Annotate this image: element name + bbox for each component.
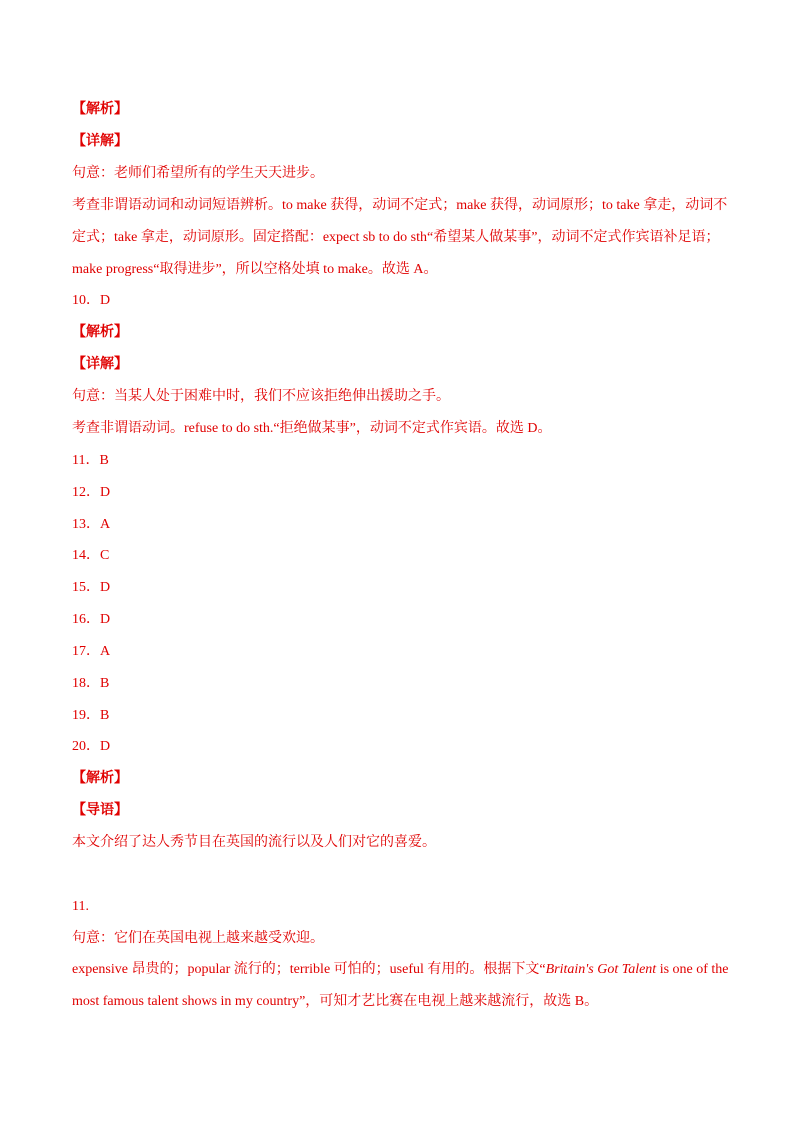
q9-analysis-heading: 【解析】 [72, 102, 128, 117]
q9-detail-heading: 【详解】 [72, 134, 128, 149]
answer-item: 14．C [72, 548, 110, 563]
q11-explanation-line-2: most famous talent shows in my country”，可知才艺比赛在电视上越来越流行，故选 B。 [72, 994, 599, 1009]
q9-explanation-line-2: 定式；take 拿走，动词原形。固定搭配：expect sb to do sth“希望某人做某事”，动词不定式作宾语补足语； [72, 230, 720, 245]
q10-detail-heading: 【详解】 [72, 357, 128, 372]
q10-explanation: 考查非谓语动词。refuse to do sth.“拒绝做某事”，动词不定式作宾语。故选 D。 [72, 421, 552, 436]
q10-answer: 10．D [72, 293, 111, 308]
answer-item: 18．B [72, 676, 110, 691]
answer-item: 11．B [72, 453, 109, 468]
answer-item: 12．D [72, 485, 111, 500]
passage-intro-heading: 【导语】 [72, 803, 128, 818]
q11-title-italic: Britain's Got Talent [545, 962, 657, 977]
passage-intro-text: 本文介绍了达人秀节目在英国的流行以及人们对它的喜爱。 [72, 835, 436, 850]
q9-sentence-meaning: 句意：老师们希望所有的学生天天进步。 [72, 166, 324, 181]
q10-analysis-heading: 【解析】 [72, 325, 128, 340]
answer-item: 17．A [72, 644, 111, 659]
answer-item: 13．A [72, 517, 111, 532]
answer-item: 15．D [72, 580, 111, 595]
answer-item: 20．D [72, 739, 111, 754]
q11-number: 11. [72, 899, 89, 914]
answer-item: 16．D [72, 612, 111, 627]
q11-explanation-text-a: expensive 昂贵的；popular 流行的；terrible 可怕的；useful 有用的。根据下文“ [72, 962, 546, 977]
q9-explanation-line-3: make progress“取得进步”，所以空格处填 to make。故选 A。 [72, 262, 438, 277]
q11-explanation-line-1 [72, 961, 732, 979]
q9-explanation-line-1: 考查非谓语动词和动词短语辨析。to make 获得，动词不定式；make 获得，动词原形；to take 拿走，动词不 [72, 198, 728, 213]
q11-sentence-meaning: 句意：它们在英国电视上越来越受欢迎。 [72, 931, 324, 946]
q10-sentence-meaning: 句意：当某人处于困难中时，我们不应该拒绝伸出援助之手。 [72, 389, 450, 404]
answer-item: 19．B [72, 708, 110, 723]
passage-analysis-heading: 【解析】 [72, 771, 128, 786]
q11-explanation-text-b: is one of the [656, 962, 729, 977]
